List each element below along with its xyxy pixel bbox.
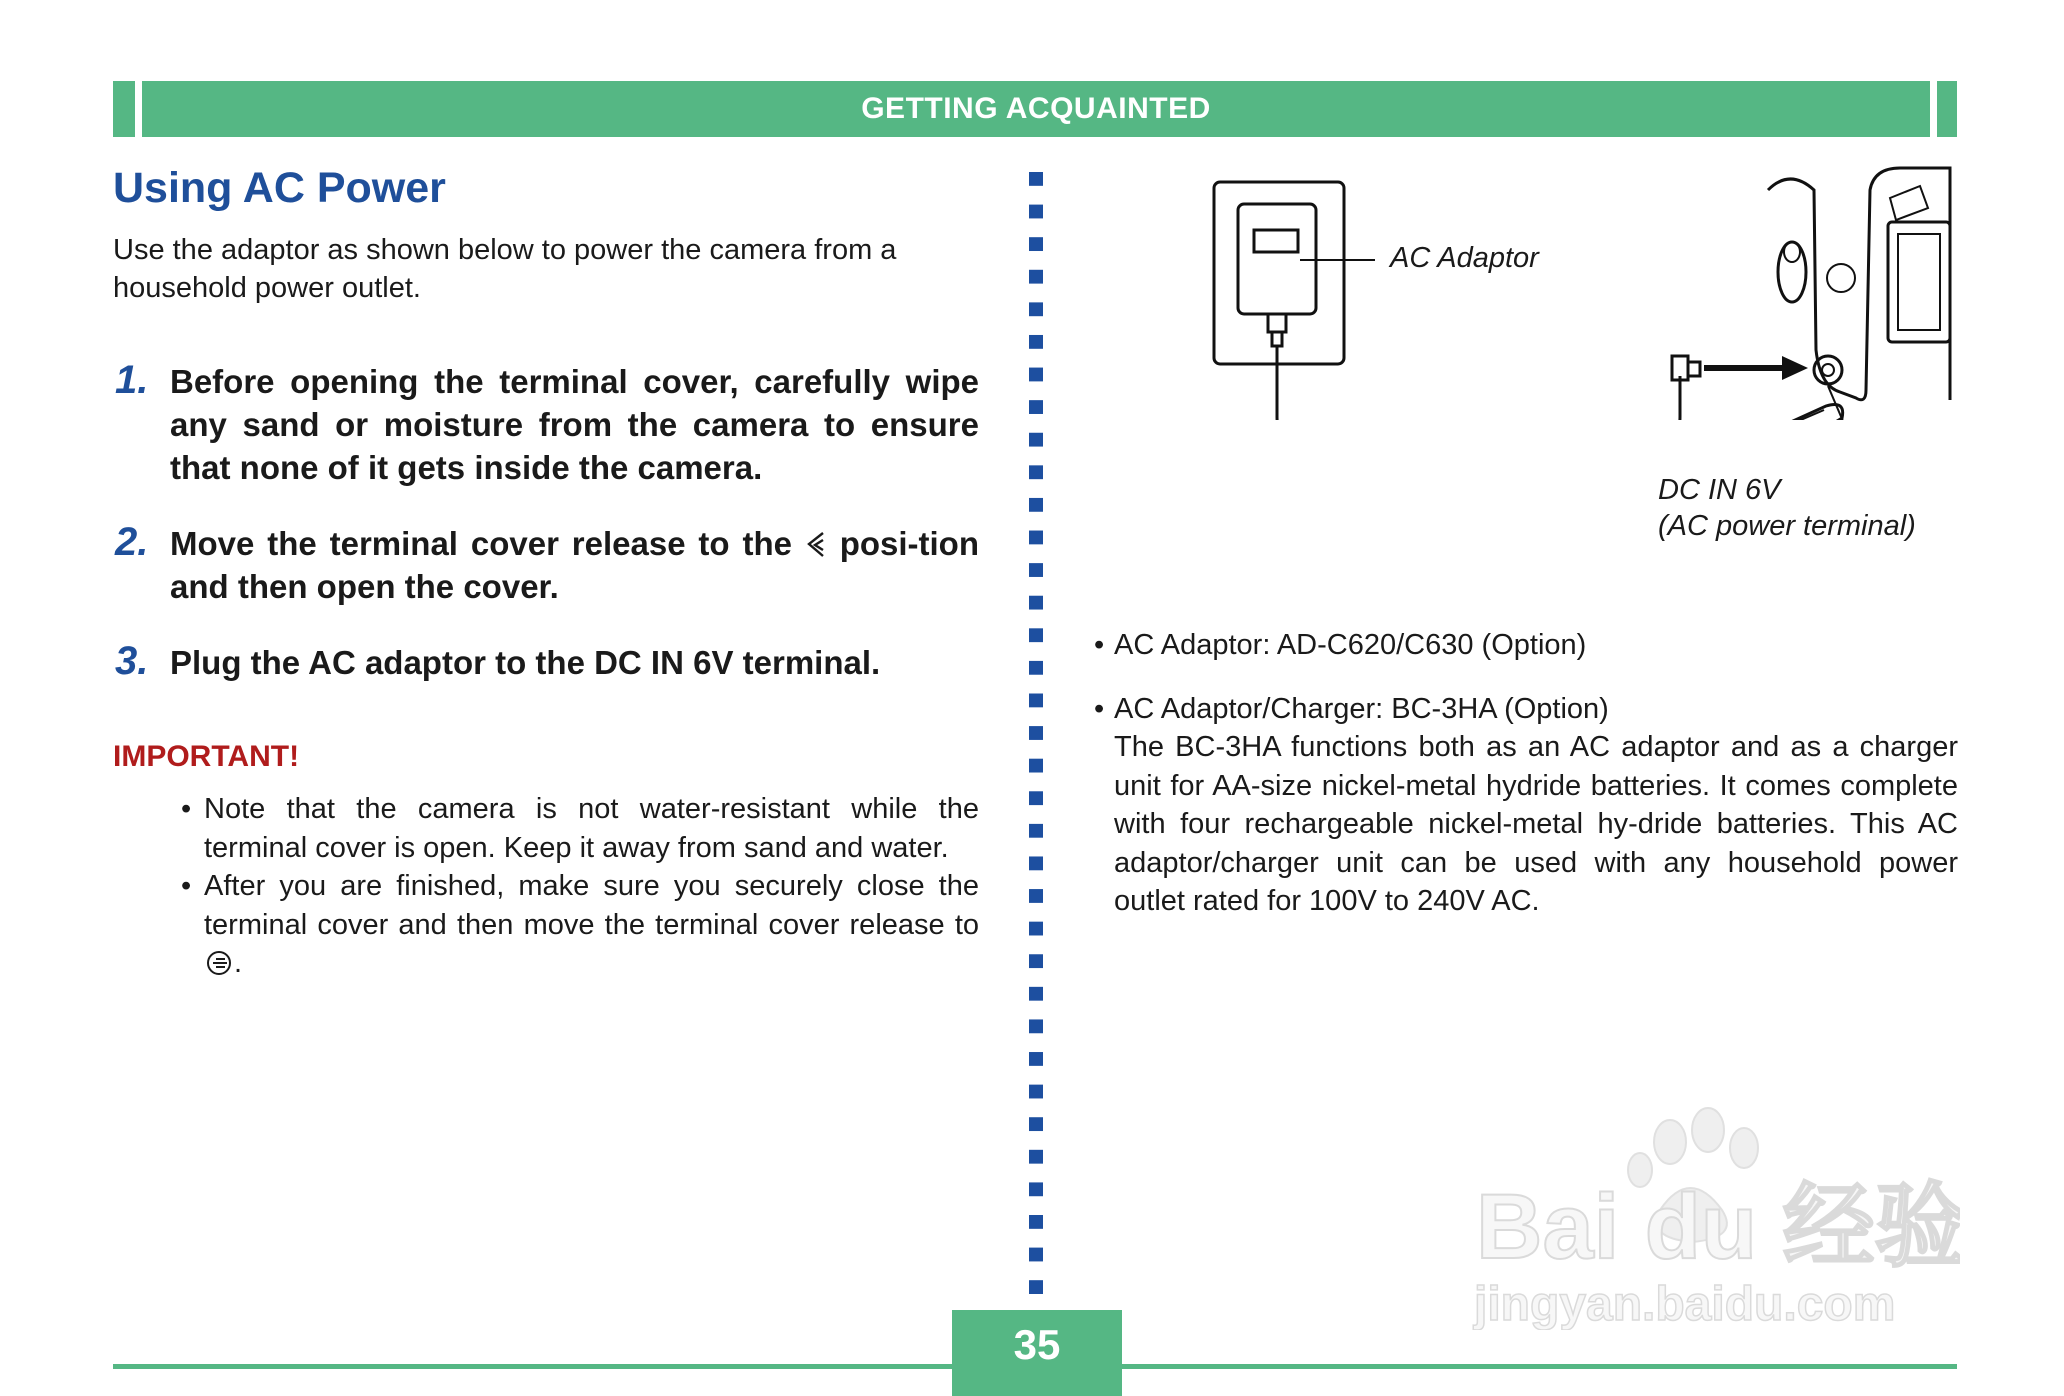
release-lock-icon [204,949,234,977]
step-text [170,522,979,608]
release-open-icon [805,530,827,560]
option-body: The BC-3HA functions both as an AC adaptor and as a charger unit for AA-size nickel-metal hydride batteries. It comes complete with four rechargeable nickel-metal hy-dride batteries. This AC adaptor/charger unit can be used with any household power outlet rated for 100V to 240V AC. [1114,731,1958,917]
note-item [180,867,979,983]
step-item [113,641,979,684]
watermark-logo [1460,1090,1960,1330]
step-item [113,522,979,608]
important-notes [180,790,979,983]
note-text-after: . [234,947,243,979]
important-label: IMPORTANT! [113,740,300,773]
steps-list [113,360,979,684]
camera-terminal-icon [1768,168,1950,420]
header-bar-right [1937,81,1957,137]
step-number: 2. [115,520,149,564]
step-text: Plug the AC adaptor to the DC IN 6V terminal. [170,644,881,681]
step-number: 3. [115,639,149,683]
section-title: Using AC Power [113,164,446,212]
terminal-label-line2: (AC power terminal) [1658,510,1916,542]
note-text-before: After you are finished, make sure you securely close the terminal cover and then move the terminal cover release to [204,870,979,941]
header-bar-left [113,81,135,137]
step-text: Before opening the terminal cover, carefully wipe any sand or moisture from the camera to ensure that none of it gets inside the camera. [170,363,979,486]
column-divider [1029,172,1043,1294]
step-text-after: posi-tion and then open the cover. [170,525,980,605]
watermark-brand: Bai du 经验 [1476,1176,1960,1278]
adaptor-label: AC Adaptor [1390,242,1539,274]
step-text-before: Move the terminal cover release to the [170,525,805,562]
baidu-watermark [1460,1090,1960,1330]
step-number: 1. [115,358,149,402]
insert-arrow-icon [1704,356,1808,380]
note-item: • Note that the camera is not water-resistant while the terminal cover is open. Keep it away from sand and water. [180,790,979,867]
header-title: GETTING ACQUAINTED [861,92,1211,125]
option-item [1094,690,1958,921]
options-list [1094,626,1958,921]
header-bar [142,81,1930,137]
option-head: • AC Adaptor/Charger: BC-3HA (Option) [1114,692,1609,725]
page-number-box [952,1310,1122,1396]
option-head: • AC Adaptor: AD-C620/C630 (Option) [1114,629,1587,661]
step-item [113,360,979,489]
diagram-svg [1180,160,1960,420]
connection-diagram [1180,160,1960,560]
terminal-label-line1: DC IN 6V [1658,474,1781,506]
page-number: 35 [1013,1321,1061,1368]
terminal-label [1658,472,1916,544]
option-item [1094,626,1958,665]
watermark-url: jingyan.baidu.com [1474,1278,1896,1330]
power-outlet-icon [1214,182,1700,420]
intro-text: Use the adaptor as shown below to power the camera from a household power outlet. [113,234,897,304]
